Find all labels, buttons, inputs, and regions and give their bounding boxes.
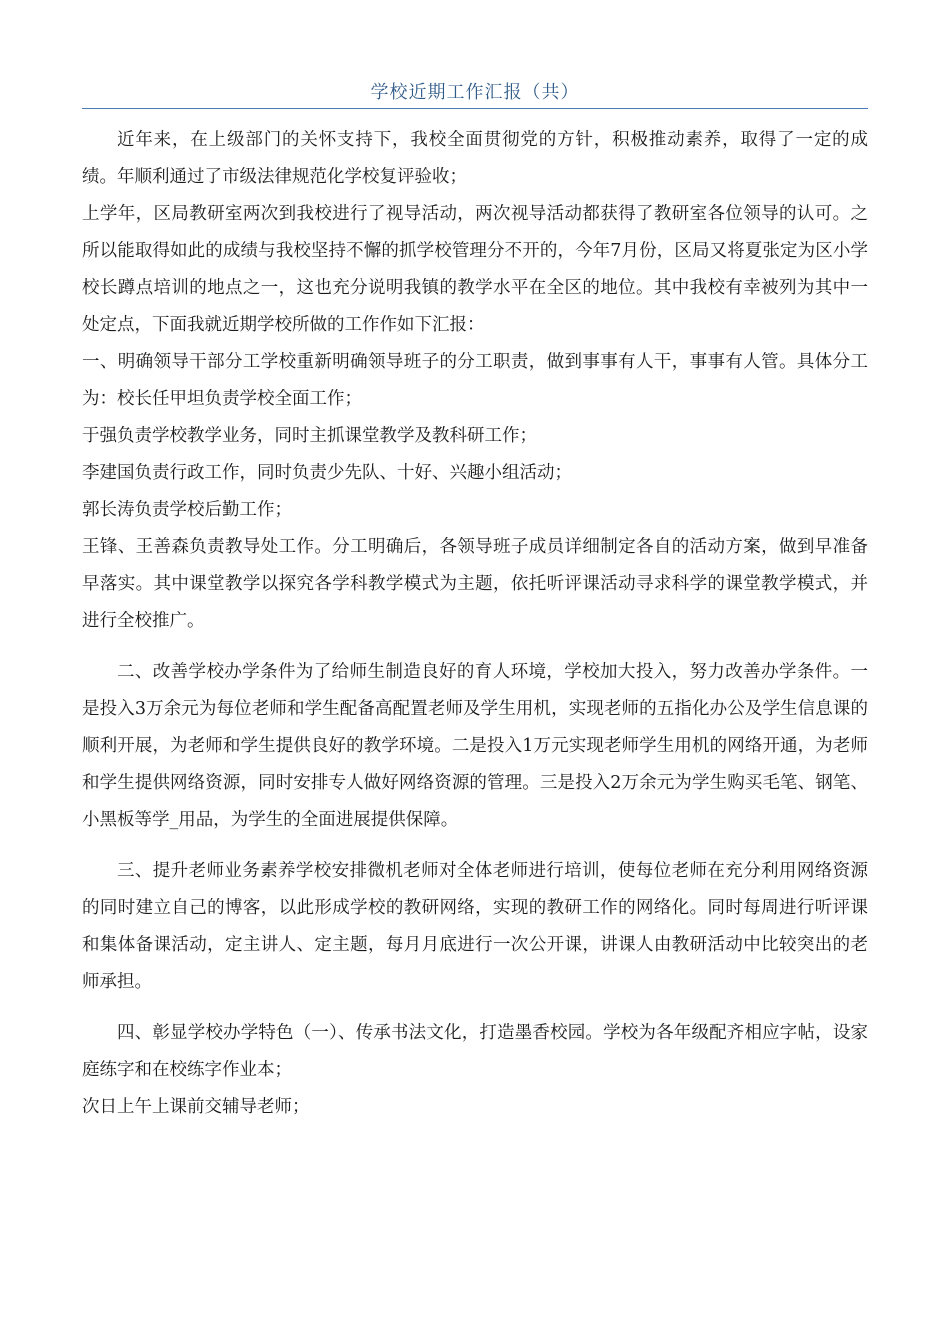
paragraph-intro: 近年来，在上级部门的关怀支持下，我校全面贯彻党的方针，积极推动素养，取得了一定的成绩。年顺利通过了市级法律规范化学校复评验收； [82, 130, 868, 187]
document-title: 学校近期工作汇报（共） [370, 82, 580, 103]
paragraph-duty-wang: 王锋、王善森负责教导处工作。分工明确后，各领导班子成员详细制定各自的活动方案，做到早准备早落实。其中课堂教学以探究各学科教学模式为主题，依托听评课活动寻求科学的课堂教学模式，并进行全校推广。 [82, 537, 868, 631]
paragraph-section-2: 二、改善学校办学条件为了给师生制造良好的育人环境，学校加大投入，努力改善办学条件。一是投入3万余元为每位老师和学生配备高配置老师及学生用机，实现老师的五指化办公及学生信息课的顺利开展，为老师和学生提供良好的教学环境。二是投入1万元实现老师学生用机的网络开通，为老师和学生提供网络资源，同时安排专人做好网络资源的管理。三是投入2万余元为学生购买毛笔、钢笔、小黑板等学_用品，为学生的全面进展提供保障。 [82, 662, 868, 830]
paragraph-section-3: 三、提升老师业务素养学校安排微机老师对全体老师进行培训，使每位老师在充分利用网络资源的同时建立自己的博客，以此形成学校的教研网络，实现的教研工作的网络化。同时每周进行听评课和集体备课活动，定主讲人、定主题，每月月底进行一次公开课，讲课人由教研活动中比较突出的老师承担。 [82, 861, 868, 992]
paragraph-inspection: 上学年，区局教研室两次到我校进行了视导活动，两次视导活动都获得了教研室各位领导的认可。之所以能取得如此的成绩与我校坚持不懈的抓学校管理分不开的，今年7月份，区局又将夏张定为区小学校长蹲点培训的地点之一，这也充分说明我镇的教学水平在全区的地位。其中我校有幸被列为其中一处定点，下面我就近期学校所做的工作作如下汇报： [82, 204, 868, 335]
paragraph-duty-guo: 郭长涛负责学校后勤工作； [82, 500, 292, 520]
paragraph-homework: 次日上午上课前交辅导老师； [82, 1097, 310, 1117]
paragraph-duty-li: 李建国负责行政工作，同时负责少先队、十好、兴趣小组活动； [82, 463, 572, 483]
title-underline [82, 108, 868, 109]
document-body [82, 122, 868, 1126]
paragraph-section-1: 一、明确领导干部分工学校重新明确领导班子的分工职责，做到事事有人干，事事有人管。具体分工为：校长任甲坦负责学校全面工作； [82, 352, 868, 409]
paragraph-section-4: 四、彰显学校办学特色（一）、传承书法文化，打造墨香校园。学校为各年级配齐相应字帖，设家庭练字和在校练字作业本； [82, 1023, 868, 1080]
paragraph-duty-yu: 于强负责学校教学业务，同时主抓课堂教学及教科研工作； [82, 426, 537, 446]
